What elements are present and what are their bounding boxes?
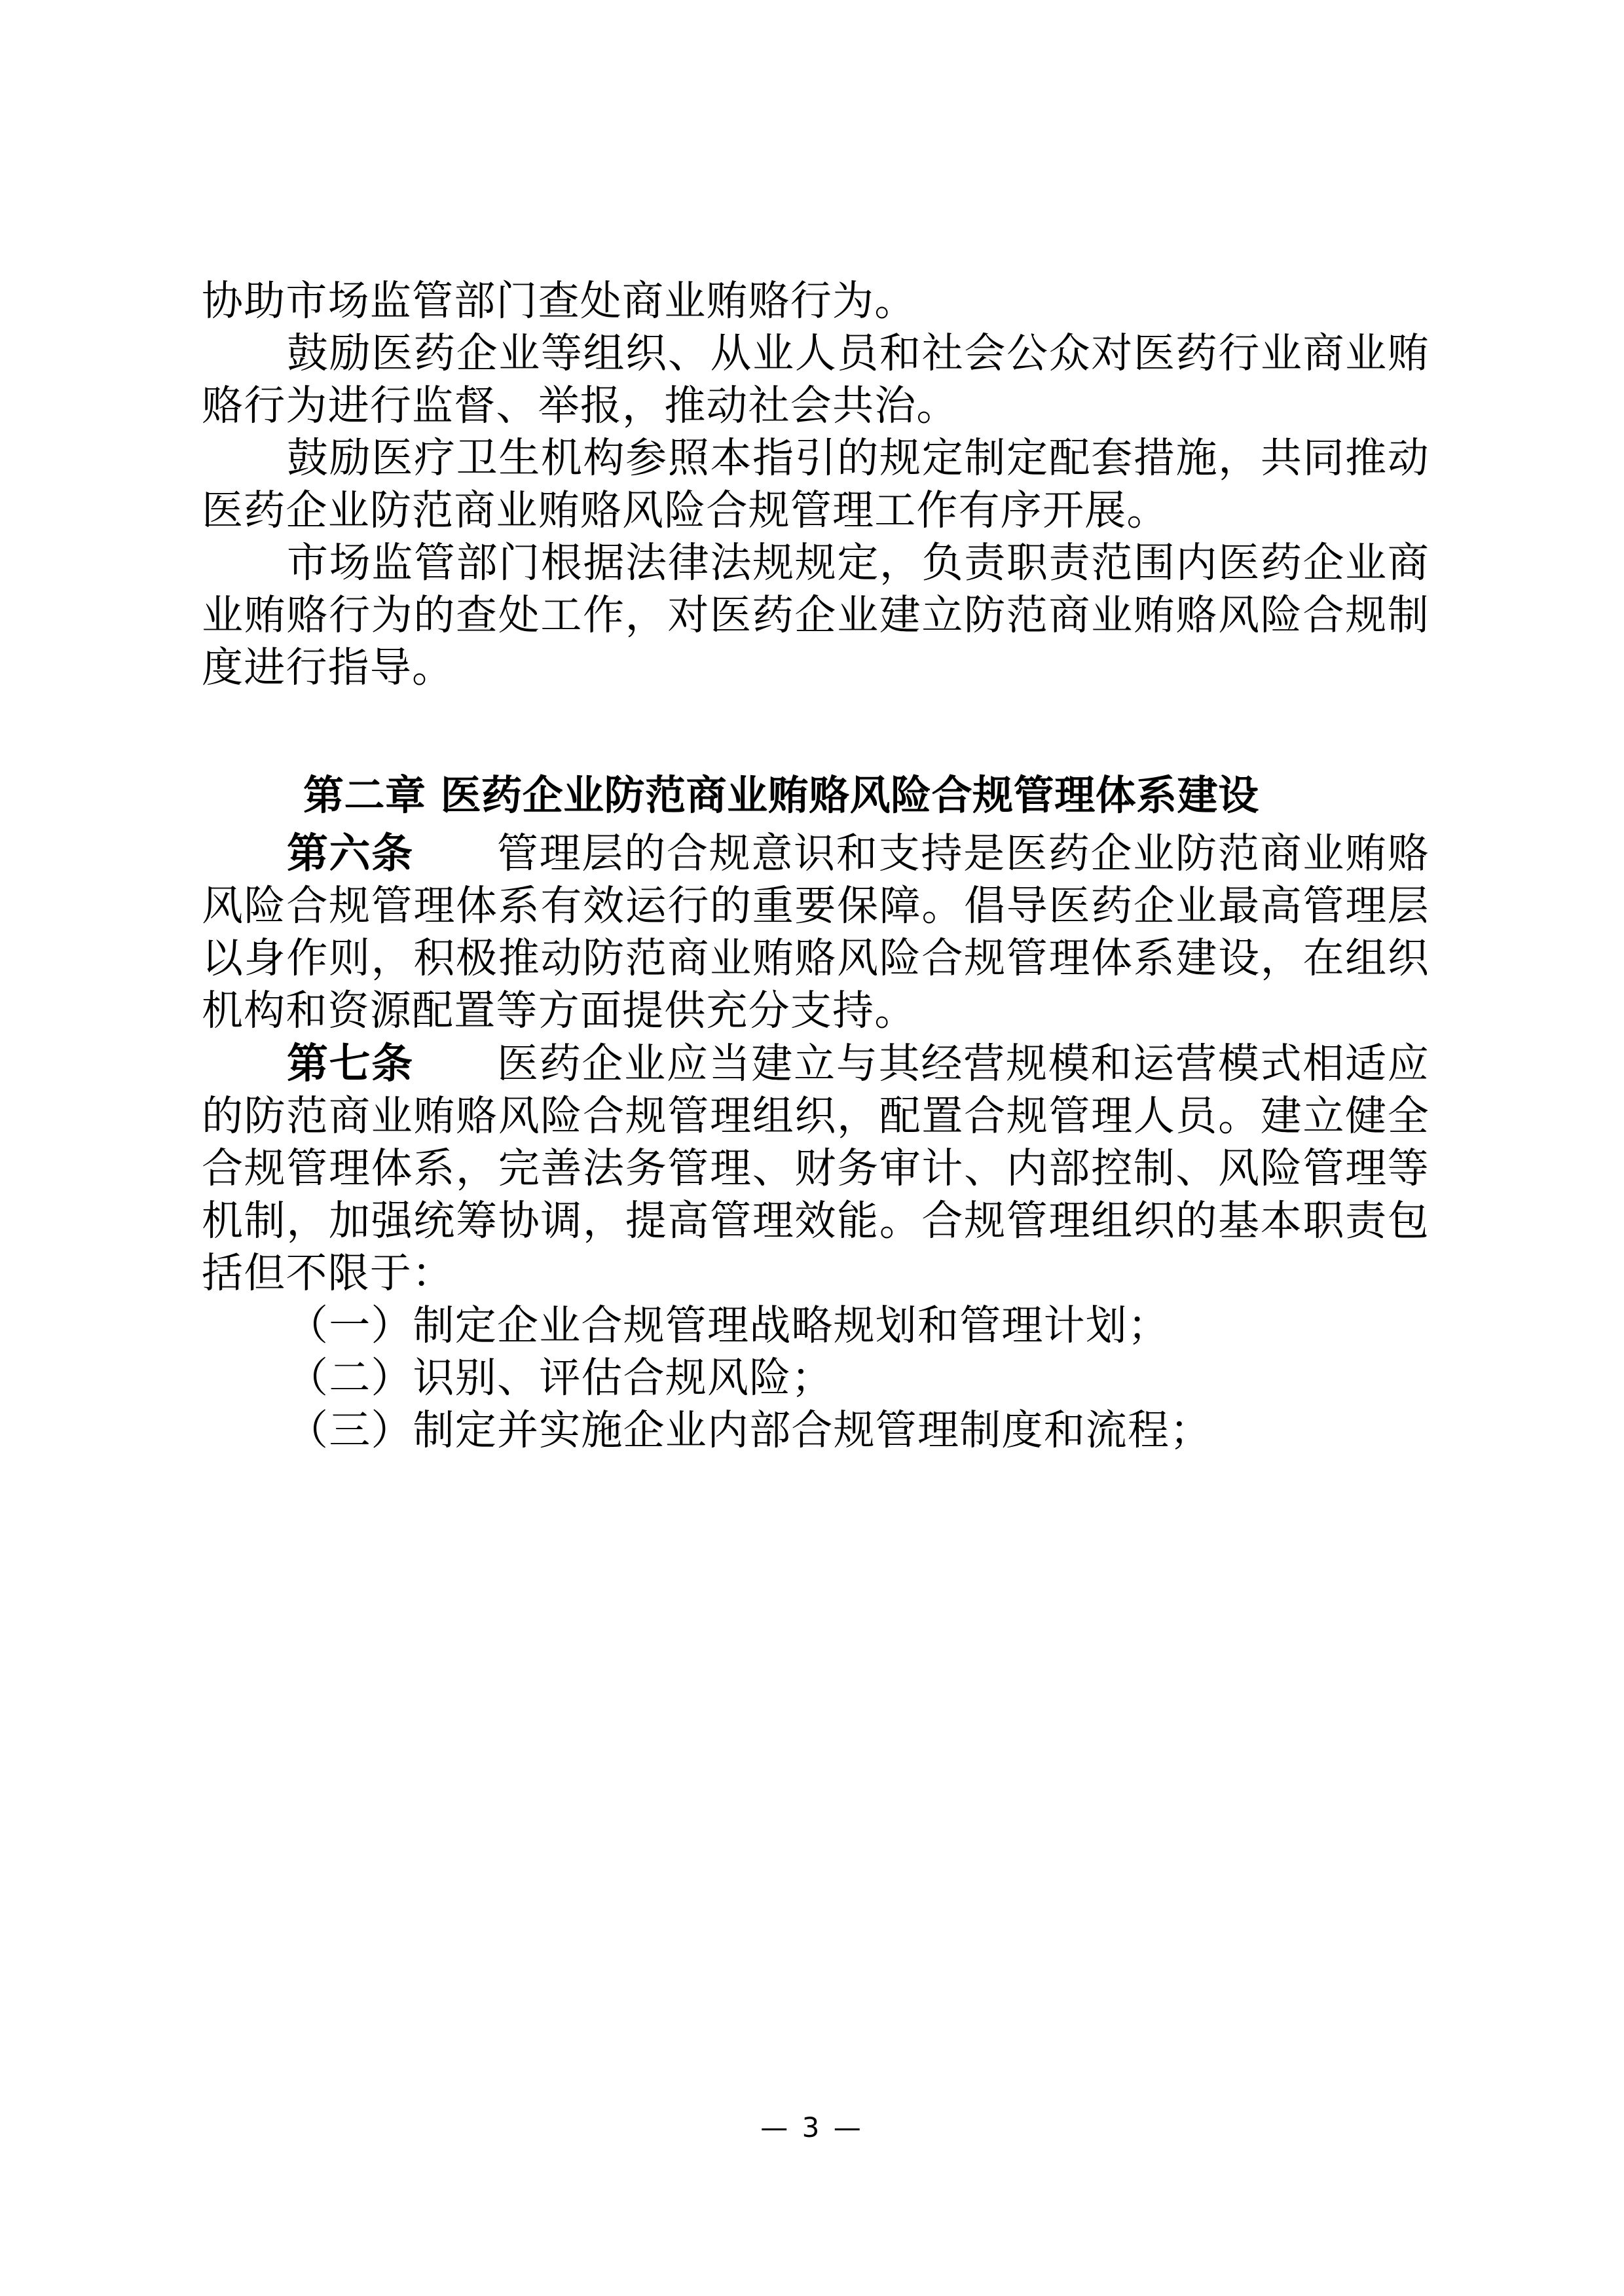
- list-item: （二）识别、评估合规风险；: [287, 1354, 834, 1402]
- article-7-separator: [414, 1040, 497, 1087]
- chapter-heading: 第二章 医药企业防范商业贿赂风险合规管理体系建设: [303, 771, 1259, 819]
- list-item: （一）制定企业合规管理战略规划和管理计划；: [287, 1302, 1170, 1349]
- article-7: [202, 1037, 1430, 1300]
- article-7-text: 医药企业应当建立与其经营规模和运营模式相适应的防范商业贿赂风险合规管理组织，配置合规管理人员。建立健全合规管理体系，完善法务管理、财务审计、内部控制、风险管理等机制，加强统筹协调，提高管理效能。合规管理组织的基本职责包括但不限于：: [202, 1040, 1430, 1297]
- article-6-text: 管理层的合规意识和支持是医药企业防范商业贿赂风险合规管理体系有效运行的重要保障。倡导医药企业最高管理层以身作则，积极推动防范商业贿赂风险合规管理体系建设，在组织机构和资源配置等方面提供充分支持。: [202, 829, 1430, 1034]
- article-6: [202, 827, 1430, 1037]
- chapter-spacer-above: [202, 694, 1430, 769]
- paragraph-continuation: 协助市场监管部门查处商业贿赂行为。: [202, 277, 917, 325]
- article-6-marker: 第六条: [287, 829, 414, 877]
- article-7-marker: 第七条: [287, 1039, 414, 1087]
- article-6-separator: [414, 829, 497, 877]
- paragraph-market-supervision-duty: 市场监管部门根据法律法规规定，负责职责范围内医药企业商业贿赂行为的查处工作，对医药企业建立防范商业贿赂风险合规制度进行指导。: [202, 539, 1430, 691]
- page-number: — 3 —: [760, 2111, 864, 2143]
- paragraph-encourage-report: 鼓励医药企业等组织、从业人员和社会公众对医药行业商业贿赂行为进行监督、举报，推动社会共治。: [202, 329, 1430, 429]
- chapter-spacer-below: [202, 822, 1430, 827]
- page-content: [202, 275, 1430, 1457]
- list-item: （三）制定并实施企业内部合规管理制度和流程；: [287, 1406, 1212, 1454]
- paragraph-encourage-medical-institutions: 鼓励医疗卫生机构参照本指引的规定制定配套措施，共同推动医药企业防范商业贿赂风险合规管理工作有序开展。: [202, 434, 1430, 534]
